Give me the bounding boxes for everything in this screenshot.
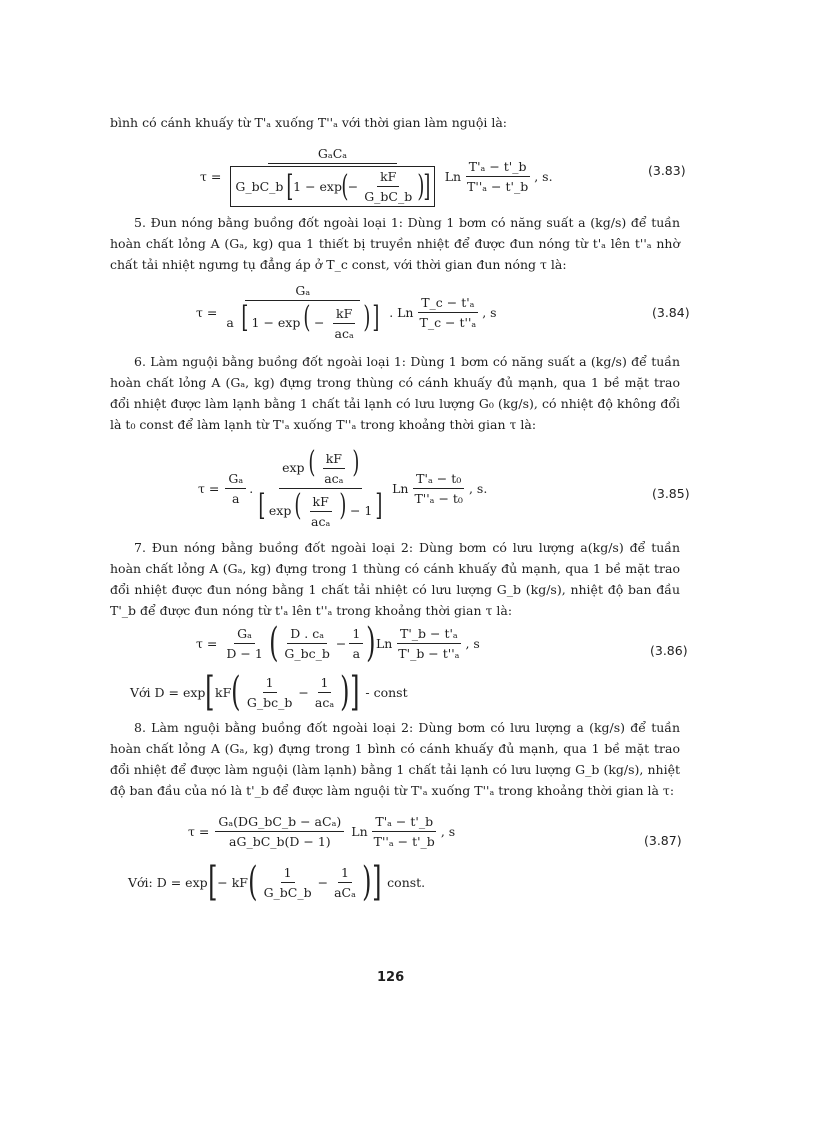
equation-3-87: τ = $\frac{\text{Gₐ(DG\_bC\_b − aCₐ)}}{aG\_bC\_b(D - 1)}$ Ln $\frac{\text{T'ₐ − t'\_b}}{\text{T''ₐ − t'\_b}}$ , s xyxy=(188,814,456,849)
equation-3-83: τ = GₐCₐ G_bC_b [ 1 − exp ( − $\frac{kF}{G\_bC\_b}$ ) ] Ln $\frac{\text{T'ₐ − t'\_b}}{\text{T''ₐ − t'\_b}}$ , s. xyxy=(200,146,553,207)
page-number: 126 xyxy=(377,970,405,985)
definition-d-3-87: Với: D = exp [ − kF ( $\frac{1}{G\_bC\_b}$ − $\frac{1}{\text{aCₐ}}$ ) ] const. xyxy=(128,859,426,905)
equation-3-84: τ = Gₐ a [ 1 − exp ( − $\frac{kF}{\text{acₐ}}$ ) ] . Ln $\frac{\text{T\_c − t'ₐ}}{\text{T\_c − t''ₐ}}$ , s xyxy=(196,283,497,341)
equation-3-86: τ = $\frac{\text{Gₐ}}{D - 1}$ ( $\frac{\text{D . cₐ}}{G\_bc\_b}$ − $\frac{1}{a}$ ) Ln $\frac{\text{T'\_b − t'ₐ}}{\text{T'\_b − t''ₐ}}$ , s xyxy=(196,620,480,666)
paragraph-6: 6. Làm nguội bằng buồng đốt ngoài loại 1: Dùng 1 bơm có năng suất a (kg/s) để tuần hoàn chất lỏng A (Gₐ, kg) đựng trong thùng có cánh khuấy đủ mạnh, qua 1 bề mặt trao đổi nhiệt được làm lạnh bằng 1 chất tải lạnh có lưu lượng G₀ (kg/s), có nhiệt độ không đổi là t₀ const để làm lạnh từ T'ₐ xuống T''ₐ trong khoảng thời gian τ là: xyxy=(110,354,680,432)
eq-number-3-84: (3.84) xyxy=(652,305,690,320)
equation-3-85: τ = $\frac{\text{Gₐ}}{a}$ . exp ( $\frac{kF}{\text{acₐ}}$ ) [ exp ( $\frac{kF}{\text{acₐ}}$ ) − 1 ] Ln $\frac{\text{T'ₐ − t₀}}{\text{T''ₐ − t₀}}$ , s. xyxy=(198,445,488,529)
paragraph-5: 5. Đun nóng bằng buồng đốt ngoài loại 1: Dùng 1 bơm có năng suất a (kg/s) để tuần hoàn chất lỏng A (Gₐ, kg) qua 1 thiết bị truyền nhiệt để được đun nóng từ t'ₐ lên t''ₐ nhờ chất tải nhiệt ngưng tụ đẳng áp ở T_c const, với thời gian đun nóng τ là: xyxy=(110,215,680,272)
eq-number-3-87: (3.87) xyxy=(644,833,682,848)
paragraph-8: 8. Làm nguội bằng buồng đốt ngoài loại 2: Dùng bơm có lưu lượng a (kg/s) để tuần hoàn chất lỏng A (Gₐ, kg) đựng trong 1 bình có cánh khuấy đủ mạnh, qua 1 bề mặt trao đổi nhiệt để được làm nguội (làm lạnh) bằng 1 chất tải lạnh có lưu lượng G_b (kg/s), nhiệt độ ban đầu của nó là t'_b để được làm nguội từ T'ₐ xuống T''ₐ trong khoảng thời gian là τ: xyxy=(110,720,680,798)
eq-number-3-86: (3.86) xyxy=(650,643,688,658)
definition-d-3-86: Với D = exp [ kF ( $\frac{1}{G\_bc\_b}$ − $\frac{1}{\text{acₐ}}$ ) ] - const xyxy=(130,669,408,715)
eq-number-3-85: (3.85) xyxy=(652,486,690,501)
intro-text: bình có cánh khuấy từ T'ₐ xuống T''ₐ với thời gian làm nguội là: xyxy=(110,115,508,130)
eq-number-3-83: (3.83) xyxy=(648,163,686,178)
paragraph-7: 7. Đun nóng bằng buồng đốt ngoài loại 2: Dùng bơm có lưu lượng a(kg/s) để tuần hoàn chất lỏng A (Gₐ, kg) đựng trong 1 thùng có cánh khuấy đủ mạnh, qua 1 bề mặt trao đổi nhiệt được đun nóng bằng 1 chất tải nhiệt có lưu lượng G_b (kg/s), nhiệt độ ban đầu T'_b để được đun nóng từ t'ₐ lên t''ₐ trong khoảng thời gian τ là: xyxy=(110,540,680,618)
